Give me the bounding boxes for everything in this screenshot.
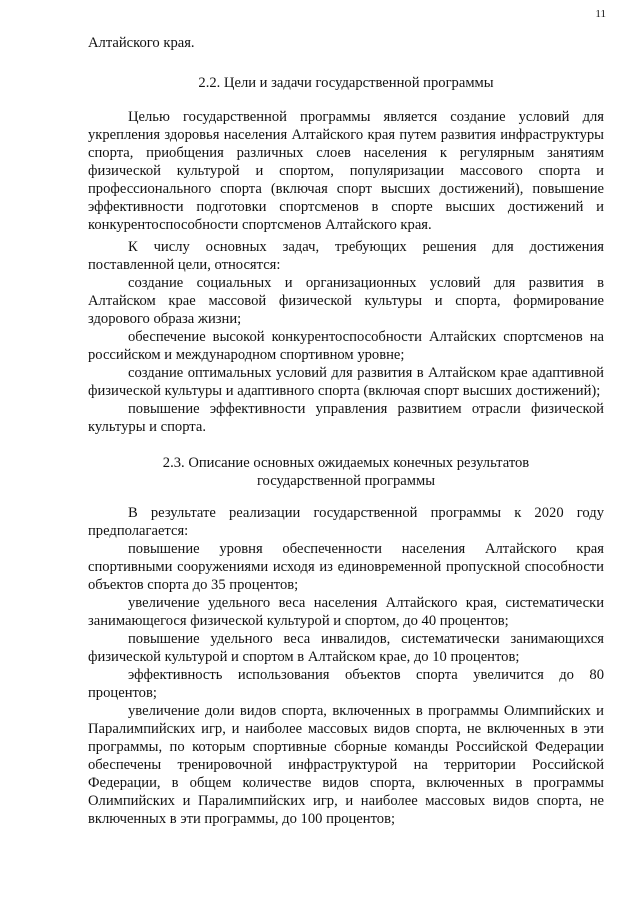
task-item: повышение эффективности управления развитием отрасли физической культуры и спорта. xyxy=(88,401,604,435)
task-item: обеспечение высокой конкурентоспособности Алтайских спортсменов на российском и международном спортивном уровне; xyxy=(88,329,604,363)
page-number: 11 xyxy=(595,8,606,20)
section-heading-2-2: 2.2. Цели и задачи государственной программы xyxy=(198,75,494,91)
result-item: повышение уровня обеспеченности населения Алтайского края спортивными сооружениями исходя из единовременной пропускной способности объектов спорта до 35 процентов; xyxy=(88,541,604,593)
section-heading-2-3 xyxy=(88,454,604,490)
result-item: повышение удельного веса инвалидов, систематически занимающихся физической культурой и спортом в Алтайском крае, до 10 процентов; xyxy=(88,631,604,665)
goal-paragraph: Целью государственной программы является создание условий для укрепления здоровья населения Алтайского края путем развития инфраструктуры спорта, приобщения различных слоев населения к регулярным занятиям физической культурой и спортом, популяризации массового спорта и профессионального спорта (включая спорт высших достижений), повышение эффективности подготовки спортсменов в спорте высших достижений и конкурентоспособности спортсменов Алтайского края. xyxy=(88,109,604,233)
task-item: создание оптимальных условий для развития в Алтайском крае адаптивной физической культуры и адаптивного спорта (включая спорт высших достижений); xyxy=(88,365,604,399)
carryover-text: Алтайского края. xyxy=(88,35,195,51)
section-heading-2-3-line2: государственной программы xyxy=(256,473,436,489)
page-content xyxy=(88,34,604,828)
section-heading-2-3-line1: 2.3. Описание основных ожидаемых конечных результатов xyxy=(162,455,530,471)
result-item: увеличение удельного веса населения Алтайского края, систематически занимающегося физической культурой и спортом, до 40 процентов; xyxy=(88,595,604,629)
result-item: увеличение доли видов спорта, включенных в программы Олимпийских и Паралимпийских игр, и наиболее массовых видов спорта, не включенных в эти программы, по которым спортивные сборные команды Российской Федерации обеспечены тренировочной инфраструктурой на территории Российской Федерации, в общем количестве видов спорта, включенных в программы Олимпийских и Паралимпийских игр, и наиболее массовых видов спорта, не включенных в эти программы, до 100 процентов; xyxy=(88,703,604,827)
result-item: эффективность использования объектов спорта увеличится до 80 процентов; xyxy=(88,667,604,701)
task-item: создание социальных и организационных условий для развития в Алтайском крае массовой физической культуры и спорта, формирование здорового образа жизни; xyxy=(88,275,604,327)
results-intro-paragraph: В результате реализации государственной программы к 2020 году предполагается: xyxy=(88,505,604,539)
tasks-intro-paragraph: К числу основных задач, требующих решения для достижения поставленной цели, относятся: xyxy=(88,239,604,273)
